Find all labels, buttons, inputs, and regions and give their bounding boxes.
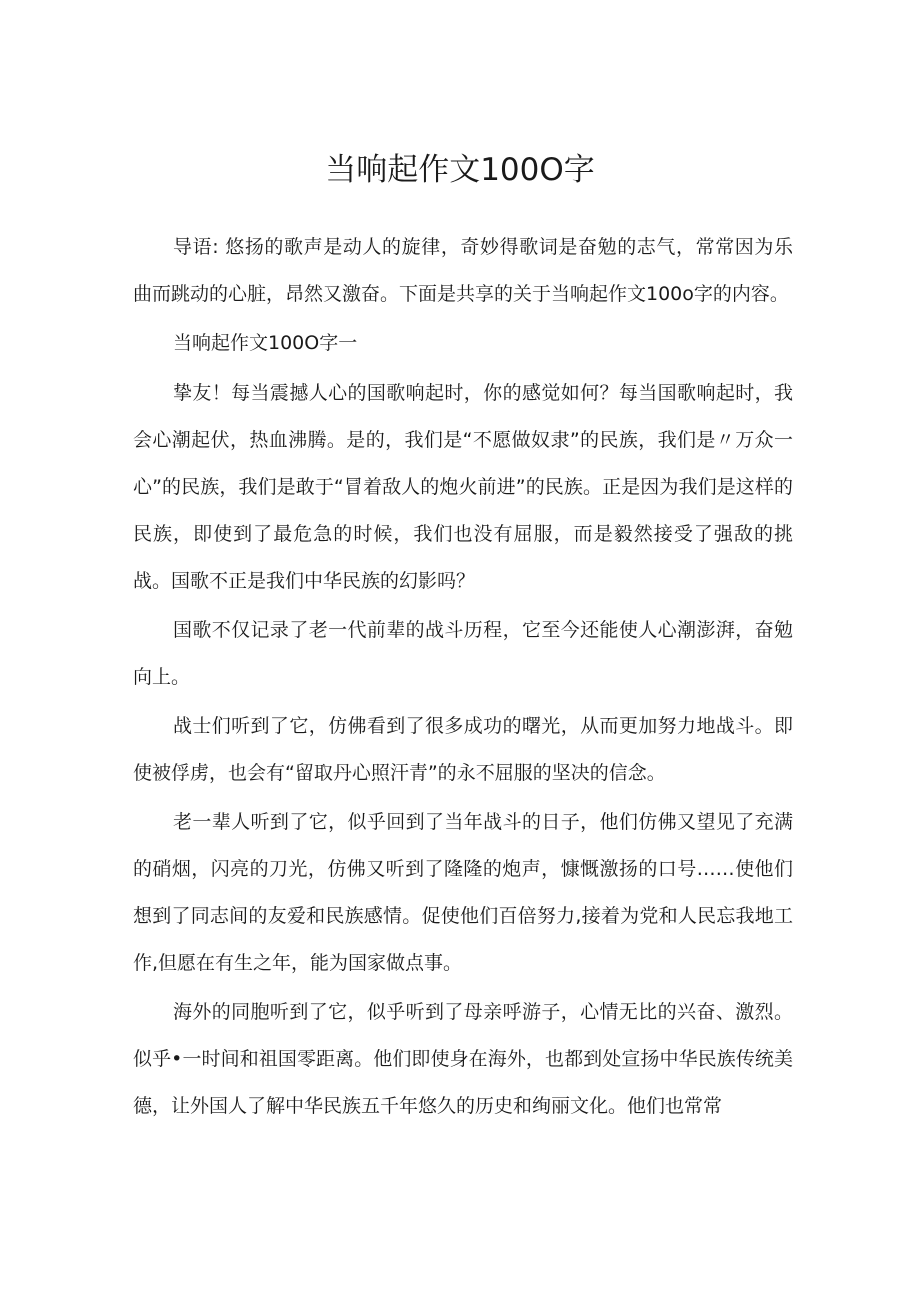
intro-paragraph: 导语: 悠扬的歌声是动人的旋律，奇妙得歌词是奋勉的志气，常常因为乐曲而跳动的心脏，昂然又激奋。下面是共享的关于当响起作文100o字的内容。 <box>133 236 793 305</box>
body-paragraph: 战士们听到了它，仿佛看到了很多成功的曙光，从而更加努力地战斗。即使被俘虏，也会有“留取丹心照汗青”的永不屈服的坚决的信念。 <box>133 715 793 784</box>
body-paragraph: 国歌不仅记录了老一代前辈的战斗历程，它至今还能使人心潮澎湃，奋勉向上。 <box>133 619 793 688</box>
body-paragraph: 老一辈人听到了它，似乎回到了当年战斗的日子，他们仿佛又望见了充满的硝烟，闪亮的刀光，仿佛又听到了隆隆的炮声，慷慨激扬的口号……使他们想到了同志间的友爱和民族感情。促使他们百倍努力,接着为党和人民忘我地工作,但愿在有生之年，能为国家做点事。 <box>133 811 793 974</box>
section-heading: 当响起作文100O字一 <box>173 332 358 354</box>
body-paragraph: 挚友！每当震撼人心的国歌响起时，你的感觉如何？每当国歌响起时，我会心潮起伏，热血沸腾。是的，我们是“不愿做奴隶”的民族，我们是〃万众一心”的民族，我们是敢于“冒着敌人的炮火前进”的民族。正是因为我们是这样的民族，即使到了最危急的时候，我们也没有屈服，而是毅然接受了强敌的挑战。国歌不正是我们中华民族的幻影吗？ <box>133 382 793 592</box>
document-body <box>133 224 793 1132</box>
document-title: 当响起作文100O字 <box>325 152 595 188</box>
body-paragraph: 海外的同胞听到了它，似乎听到了母亲呼游子，心情无比的兴奋、激烈。似乎•一时间和祖国零距离。他们即使身在海外，也都到处宣扬中华民族传统美德，让外国人了解中华民族五千年悠久的历史和绚丽文化。他们也常常 <box>133 1001 793 1117</box>
